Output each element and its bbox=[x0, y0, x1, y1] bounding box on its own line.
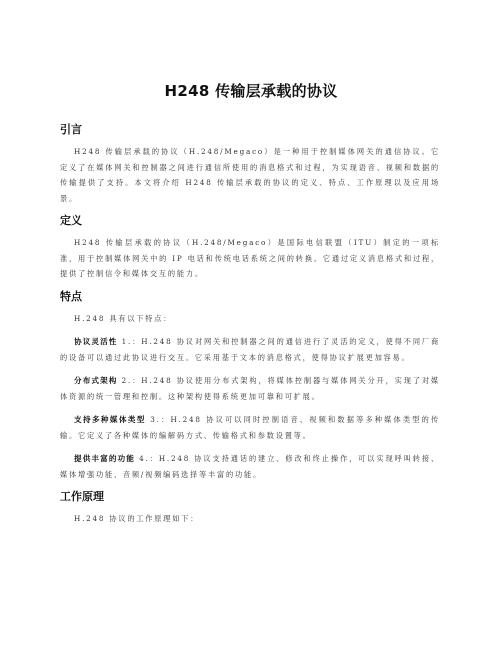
section-heading-definition: 定义 bbox=[60, 214, 82, 227]
definition-paragraph: H248 传输层承载的协议（H.248/Megaco）是国际电信联盟（ITU）制定的一项标准，用于控制媒体网关中的 IP 电话和传统电话系统之间的转换。它通过定义消息格式和过程，提供了控制信令和媒体交互的能力。 bbox=[60, 238, 440, 278]
section-heading-intro: 引言 bbox=[60, 123, 82, 136]
section-intro bbox=[60, 123, 440, 206]
section-definition bbox=[60, 214, 440, 282]
document-title: H248 传输层承载的协议 bbox=[164, 82, 338, 100]
feature-item bbox=[60, 412, 440, 443]
features-intro-paragraph: H.248 具有以下特点： bbox=[74, 313, 173, 323]
intro-paragraph: H248 传输层承载的协议（H.248/Megaco）是一种用于控制媒体网关的通信协议。它定义了在媒体网关和控制器之间进行通信所使用的消息格式和过程，为实现语音、视频和数据的传输提供了支持。本文将介绍 H248 传输层承载的协议的定义、特点、工作原理以及应用场景。 bbox=[60, 147, 440, 203]
feature-text: 3.：H.248 协议可以同时控制语音、视频和数据等多种媒体类型的传输。它定义了各种媒体的编解码方式、传输格式和参数设置等。 bbox=[60, 415, 440, 440]
section-features bbox=[60, 290, 440, 483]
feature-text: 1.：H.248 协议对网关和控制器之间的通信进行了灵活的定义，使得不同厂商的设备可以通过此协议进行交互。它采用基于文本的消息格式，使得协议扩展更加容易。 bbox=[60, 337, 441, 362]
feature-text: 4.：H.248 协议支持通话的建立、修改和终止操作，可以实现呼叫转接、媒体增强功能、音频/视频编码选择等丰富的功能。 bbox=[60, 454, 440, 479]
feature-label: 分布式架构 bbox=[74, 376, 118, 385]
feature-item bbox=[60, 451, 440, 482]
feature-item bbox=[60, 334, 440, 365]
feature-label: 协议灵活性 bbox=[74, 337, 118, 346]
feature-text: 2.：H.248 协议使用分布式架构，将媒体控制器与媒体网关分开，实现了对媒体资源的统一管理和控制。这种架构使得系统更加可靠和可扩展。 bbox=[60, 376, 441, 401]
working-principle-paragraph: H.248 协议的工作原理如下： bbox=[74, 514, 200, 523]
feature-label: 支持多种媒体类型 bbox=[74, 415, 146, 424]
feature-label: 提供丰富的功能 bbox=[74, 454, 135, 463]
section-heading-working-principle: 工作原理 bbox=[60, 490, 104, 503]
feature-item bbox=[60, 373, 440, 404]
document-body bbox=[60, 123, 440, 535]
section-heading-features: 特点 bbox=[60, 289, 82, 303]
section-working-principle bbox=[60, 490, 440, 527]
